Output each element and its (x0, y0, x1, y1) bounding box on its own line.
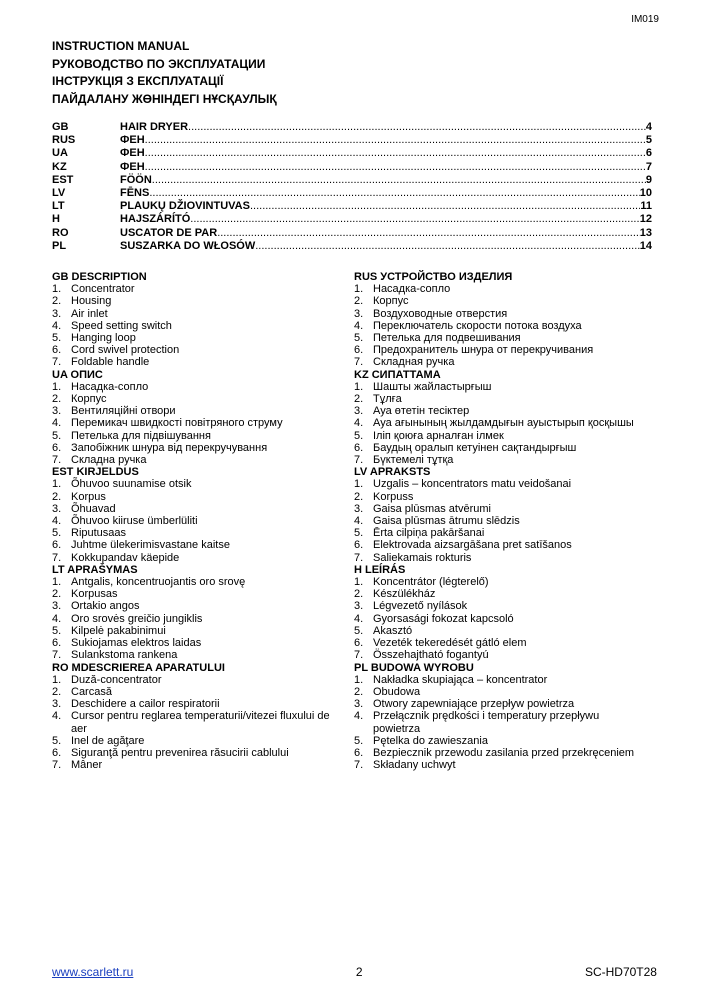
toc-page-number: 12 (639, 213, 652, 226)
item-number: 3. (52, 698, 62, 711)
item-number: 3. (52, 405, 62, 418)
item-number: 5. (52, 527, 62, 540)
item-text: Насадка-сопло (71, 380, 149, 393)
list-item (354, 320, 646, 332)
item-number: 2. (52, 490, 62, 503)
list-item (354, 710, 646, 734)
list-item (52, 405, 334, 417)
item-number: 4. (52, 417, 62, 430)
list-item (354, 491, 646, 503)
list-item (354, 539, 646, 551)
list-item (354, 308, 646, 320)
item-number: 2. (354, 588, 364, 601)
item-text: Воздуховодные отверстия (373, 307, 508, 320)
item-number: 5. (354, 429, 364, 442)
item-number: 6. (52, 637, 62, 650)
item-number: 6. (52, 539, 62, 552)
item-text: Cord swivel protection (71, 344, 180, 357)
list-item (52, 552, 334, 564)
page-footer (52, 965, 657, 979)
toc-section-title: HAJSZÁRÍTÓ (120, 213, 191, 226)
list-item (354, 393, 646, 405)
toc-page-number: 10 (639, 186, 652, 199)
description-column-right (354, 271, 646, 771)
list-item (52, 356, 334, 368)
item-number: 4. (52, 515, 62, 528)
list-item (354, 637, 646, 649)
toc-section-title: USCATOR DE PAR (120, 226, 218, 239)
item-text: Obudowa (373, 685, 421, 698)
item-text: Concentrator (71, 283, 135, 296)
item-number: 6. (354, 746, 364, 759)
item-text: Elektrovada aizsargāšana pret satīšanos (373, 539, 572, 552)
item-text: Ауа ағынының жылдамдығын ауыстырып қосқышы (373, 417, 634, 430)
list-item (52, 515, 334, 527)
list-item (354, 381, 646, 393)
list-item (52, 442, 334, 454)
item-number: 3. (354, 307, 364, 320)
item-text: Juhtme ülekerimisvastane kaitse (71, 539, 230, 552)
item-text: Foldable handle (71, 356, 150, 369)
item-number: 1. (354, 673, 364, 686)
list-item (52, 332, 334, 344)
item-text: Бүктемелі тұтқа (373, 454, 454, 467)
item-text: Deschidere a cailor respiratorii (71, 698, 220, 711)
list-item (354, 478, 646, 490)
item-text: Sulankstoma rankena (71, 649, 178, 662)
item-number: 3. (354, 502, 364, 515)
item-text: Õhuvoo kiiruse ümberlüliti (71, 515, 198, 528)
item-number: 7. (354, 551, 364, 564)
list-item (354, 588, 646, 600)
title-ua: ІНСТРУКЦІЯ З ЕКСПЛУАТАЦІЇ (52, 74, 224, 89)
table-of-contents (52, 121, 652, 253)
item-number: 5. (354, 734, 364, 747)
toc-section-title: ФЕН (120, 147, 145, 160)
item-text: Antgalis, koncentruojantis oro srovę (71, 576, 246, 589)
list-item (354, 295, 646, 307)
item-text: Kilpelė pakabinimui (71, 624, 166, 637)
list-item (354, 759, 646, 771)
item-text: Петелька для підвішування (71, 429, 211, 442)
toc-page-number: 14 (639, 239, 652, 252)
item-text: Korpus (71, 490, 106, 503)
item-number: 1. (52, 673, 62, 686)
list-item (52, 454, 334, 466)
item-number: 4. (52, 612, 62, 625)
toc-dot-leader (188, 121, 646, 134)
toc-language-code: LT (52, 200, 65, 213)
item-number: 2. (354, 393, 364, 406)
item-number: 1. (52, 576, 62, 589)
item-text: Петелька для подвешивания (373, 332, 521, 345)
item-text: Тұлға (373, 393, 402, 406)
item-number: 2. (52, 588, 62, 601)
toc-dot-leader (152, 174, 646, 187)
item-text: Przełącznik prędkości i temperatury przepływu powietrza (373, 710, 600, 735)
item-text: Vezeték tekeredését gátló elem (373, 637, 527, 650)
item-text: Inel de agăţare (71, 734, 145, 747)
item-number: 5. (52, 624, 62, 637)
toc-row[interactable] (52, 161, 652, 174)
section-heading: PL BUDOWA WYROBU (354, 661, 474, 674)
item-number: 6. (354, 344, 364, 357)
list-item (52, 613, 334, 625)
item-text: Gaisa plūsmas ātrumu slēdzis (373, 515, 520, 528)
toc-section-title: FĒNS (120, 186, 150, 199)
section-heading: KZ СИПАТТАМА (354, 368, 441, 381)
item-text: Carcasă (71, 685, 112, 698)
list-item (52, 308, 334, 320)
list-item (354, 417, 646, 429)
item-text: Складна ручка (71, 454, 147, 467)
list-item (354, 454, 646, 466)
item-text: Предохранитель шнура от перекручивания (373, 344, 594, 357)
list-item (52, 527, 334, 539)
item-text: Насадка-сопло (373, 283, 451, 296)
item-text: Bezpiecznik przewodu zasilania przed przekręceniem (373, 746, 635, 759)
item-number: 5. (354, 624, 364, 637)
item-number: 6. (354, 539, 364, 552)
item-number: 5. (354, 527, 364, 540)
item-number: 1. (354, 283, 364, 296)
toc-dot-leader (255, 240, 640, 253)
item-text: Nakładka skupiająca – koncentrator (373, 673, 548, 686)
item-number: 2. (354, 490, 364, 503)
item-text: Баудың оралып кетуінен сақтандырғыш (373, 441, 577, 454)
list-item (52, 600, 334, 612)
section-heading: GB DESCRIPTION (52, 271, 147, 283)
item-text: Складная ручка (373, 356, 455, 369)
item-text: Ortakio angos (71, 600, 140, 613)
item-number: 2. (354, 295, 364, 308)
section-heading: UA ОПИС (52, 368, 103, 381)
toc-language-code: PL (52, 239, 67, 252)
list-item (354, 698, 646, 710)
toc-row[interactable] (52, 187, 652, 200)
model-number: SC-HD70T28 (584, 965, 657, 979)
section-heading: LV APRAKSTS (354, 466, 431, 479)
item-number: 4. (354, 515, 364, 528)
item-number: 2. (52, 393, 62, 406)
item-number: 5. (52, 429, 62, 442)
item-number: 4. (354, 319, 364, 332)
item-number: 1. (52, 380, 62, 393)
item-number: 3. (52, 600, 62, 613)
item-number: 3. (354, 600, 364, 613)
item-number: 5. (52, 332, 62, 345)
item-number: 7. (52, 356, 62, 369)
list-item (52, 576, 334, 588)
list-item (52, 759, 334, 771)
item-text: Összehajtható fogantyú (373, 649, 489, 662)
toc-row[interactable] (52, 240, 652, 253)
item-number: 4. (52, 710, 62, 723)
list-item (354, 600, 646, 612)
toc-row[interactable] (52, 121, 652, 134)
toc-page-number: 4 (645, 121, 652, 133)
list-item (52, 283, 334, 295)
list-item (354, 503, 646, 515)
item-text: Oro srovės greičio jungiklis (71, 612, 203, 625)
item-text: Siguranţă pentru prevenirea răsucirii cablului (71, 746, 289, 759)
toc-row[interactable] (52, 213, 652, 226)
toc-section-title: FÖÖN (120, 173, 152, 186)
description-column-left (52, 271, 334, 771)
item-number: 3. (354, 405, 364, 418)
item-number: 6. (354, 441, 364, 454)
list-item (354, 735, 646, 747)
item-number: 7. (354, 649, 364, 662)
list-item (52, 710, 334, 734)
toc-page-number: 9 (645, 173, 652, 186)
item-number: 2. (52, 295, 62, 308)
item-text: Korpusas (71, 588, 118, 601)
item-number: 3. (52, 502, 62, 515)
item-number: 1. (52, 283, 62, 296)
toc-row[interactable] (52, 174, 652, 187)
list-item (354, 356, 646, 368)
item-text: Készülékház (373, 588, 436, 601)
list-item (354, 613, 646, 625)
toc-dot-leader (145, 161, 646, 174)
item-number: 4. (354, 710, 364, 723)
item-number: 7. (354, 454, 364, 467)
toc-section-title: ФЕН (120, 160, 145, 173)
toc-row[interactable] (52, 134, 652, 147)
item-text: Корпус (71, 393, 107, 406)
list-item (52, 637, 334, 649)
item-number: 1. (354, 380, 364, 393)
list-item (354, 527, 646, 539)
toc-page-number: 7 (645, 160, 652, 173)
list-item (354, 674, 646, 686)
toc-language-code: GB (52, 121, 69, 133)
toc-language-code: H (52, 213, 60, 226)
item-text: Вентиляційні отвори (71, 405, 176, 418)
list-item (52, 381, 334, 393)
list-item (52, 430, 334, 442)
item-text: Sukiojamas elektros laidas (71, 637, 202, 650)
item-number: 6. (354, 637, 364, 650)
toc-dot-leader (217, 227, 640, 240)
item-text: Gaisa plūsmas atvērumi (373, 502, 491, 515)
toc-language-code: RO (52, 226, 69, 239)
item-number: 7. (52, 649, 62, 662)
toc-language-code: LV (52, 186, 66, 199)
item-number: 4. (354, 417, 364, 430)
list-item (52, 539, 334, 551)
toc-dot-leader (250, 200, 640, 213)
section-heading: RUS УСТРОЙСТВО ИЗДЕЛИЯ (354, 271, 513, 283)
item-number: 3. (354, 698, 364, 711)
item-text: Korpuss (373, 490, 414, 503)
item-text: Gyorsasági fokozat kapcsoló (373, 612, 514, 625)
item-number: 2. (52, 685, 62, 698)
item-text: Kokkupandav käepide (71, 551, 180, 564)
list-item (52, 344, 334, 356)
item-text: Ауа өтетін тесіктер (373, 405, 470, 418)
list-item (354, 344, 646, 356)
section-heading: EST KIRJELDUS (52, 466, 139, 479)
list-item (354, 686, 646, 698)
toc-section-title: PLAUKŲ DŽIOVINTUVAS (120, 200, 250, 213)
list-item (52, 320, 334, 332)
toc-dot-leader (190, 213, 639, 226)
document-code: IM019 (631, 14, 659, 25)
item-text: Ērta cilpiņa pakāršanai (373, 527, 485, 540)
list-item (52, 735, 334, 747)
item-number: 1. (354, 576, 364, 589)
toc-dot-leader (145, 134, 646, 147)
item-text: Riputusaas (71, 527, 127, 540)
list-item (354, 625, 646, 637)
item-text: Uzgalis – koncentrators matu veidošanai (373, 478, 572, 491)
page-number: 2 (355, 965, 363, 979)
item-number: 7. (52, 454, 62, 467)
list-item (354, 430, 646, 442)
list-item (52, 686, 334, 698)
toc-section-title: ФЕН (120, 134, 145, 147)
item-number: 4. (52, 319, 62, 332)
item-text: Akasztó (373, 624, 413, 637)
title-kz: ПАЙДАЛАНУ ЖӨНІНДЕГІ НҰСҚАУЛЫҚ (52, 91, 277, 106)
item-text: Переключатель скорости потока воздуха (373, 319, 582, 332)
toc-row[interactable] (52, 227, 652, 240)
item-text: Іліп қоюға арналған ілмек (373, 429, 504, 442)
item-text: Koncentrátor (légterelő) (373, 576, 489, 589)
title-ru: РУКОВОДСТВО ПО ЭКСПЛУАТАЦИИ (52, 56, 266, 71)
section-heading: H LEÍRÁS (354, 563, 406, 576)
item-text: Légvezető nyílások (373, 600, 468, 613)
item-text: Mâner (71, 759, 103, 772)
item-number: 1. (52, 478, 62, 491)
item-text: Õhuavad (71, 502, 116, 515)
title-en: INSTRUCTION MANUAL (52, 39, 190, 53)
list-item (354, 283, 646, 295)
item-number: 6. (52, 746, 62, 759)
item-text: Housing (71, 295, 112, 308)
item-text: Pętelka do zawieszania (373, 734, 488, 747)
toc-language-code: RUS (52, 134, 76, 147)
list-item (52, 588, 334, 600)
item-number: 6. (52, 344, 62, 357)
item-number: 2. (354, 685, 364, 698)
list-item (354, 747, 646, 759)
toc-section-title: HAIR DRYER (120, 121, 189, 133)
list-item (52, 625, 334, 637)
list-item (52, 698, 334, 710)
list-item (52, 478, 334, 490)
toc-page-number: 11 (640, 200, 652, 213)
item-text: Saliekamais rokturis (373, 551, 472, 564)
toc-dot-leader (149, 187, 639, 200)
list-item (52, 491, 334, 503)
list-item (354, 552, 646, 564)
item-number: 7. (52, 759, 62, 772)
list-item (354, 405, 646, 417)
toc-page-number: 6 (645, 147, 652, 160)
website-link[interactable]: www.scarlett.ru (52, 965, 134, 979)
toc-section-title: SUSZARKA DO WŁOSÓW (120, 239, 256, 252)
item-number: 4. (354, 612, 364, 625)
list-item (52, 649, 334, 661)
item-text: Otwory zapewniające przepływ powietrza (373, 698, 575, 711)
item-text: Корпус (373, 295, 409, 308)
list-item (354, 515, 646, 527)
manual-titles (52, 38, 277, 108)
item-number: 5. (52, 734, 62, 747)
list-item (52, 295, 334, 307)
toc-page-number: 5 (645, 134, 652, 147)
item-number: 6. (52, 441, 62, 454)
list-item (52, 503, 334, 515)
item-text: Składany uchwyt (373, 759, 456, 772)
item-number: 7. (354, 356, 364, 369)
list-item (354, 649, 646, 661)
item-text: Air inlet (71, 307, 108, 320)
item-text: Duză-concentrator (71, 673, 162, 686)
item-text: Õhuvoo suunamise otsik (71, 478, 192, 491)
item-text: Cursor pentru reglarea temperaturii/vitezei fluxului de aer (71, 710, 330, 735)
toc-language-code: KZ (52, 160, 67, 173)
item-number: 5. (354, 332, 364, 345)
item-text: Перемикач швидкості повітряного струму (71, 417, 283, 430)
toc-page-number: 13 (639, 226, 652, 239)
item-number: 1. (354, 478, 364, 491)
toc-row[interactable] (52, 200, 652, 213)
list-item (52, 393, 334, 405)
section-heading: LT APRAŠYMAS (52, 563, 138, 576)
list-item (52, 417, 334, 429)
list-item (354, 442, 646, 454)
toc-row[interactable] (52, 147, 652, 160)
toc-dot-leader (145, 147, 646, 160)
item-text: Шашты жайластырғыш (373, 380, 492, 393)
item-number: 7. (354, 759, 364, 772)
list-item (52, 674, 334, 686)
list-item (52, 747, 334, 759)
section-heading: RO MDESCRIEREA APARATULUI (52, 661, 225, 674)
toc-language-code: EST (52, 173, 74, 186)
list-item (354, 576, 646, 588)
toc-language-code: UA (52, 147, 68, 160)
item-number: 3. (52, 307, 62, 320)
item-text: Hanging loop (71, 332, 136, 345)
list-item (354, 332, 646, 344)
item-number: 7. (52, 551, 62, 564)
item-text: Speed setting switch (71, 319, 172, 332)
item-text: Запобіжник шнура від перекручування (71, 441, 268, 454)
